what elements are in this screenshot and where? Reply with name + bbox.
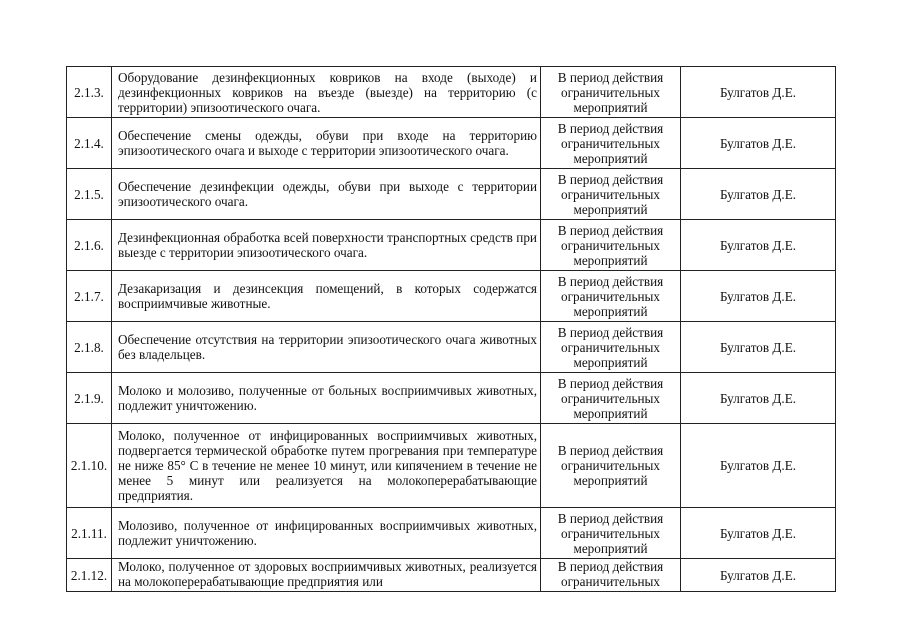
responsible-cell: Булгатов Д.Е. <box>681 424 836 508</box>
responsible-cell: Булгатов Д.Е. <box>681 169 836 220</box>
document-page <box>66 66 835 592</box>
measures-table <box>66 66 836 592</box>
table-row <box>67 373 836 424</box>
table-row <box>67 424 836 508</box>
responsible-cell: Булгатов Д.Е. <box>681 271 836 322</box>
table-row <box>67 118 836 169</box>
table-row <box>67 322 836 373</box>
period-cell: В период действия ограничительных мероприятий <box>541 271 681 322</box>
table-row <box>67 169 836 220</box>
measure-description: Обеспечение отсутствия на территории эпизоотического очага животных без владельцев. <box>112 322 541 373</box>
table-row <box>67 508 836 559</box>
item-number: 2.1.3. <box>67 67 112 118</box>
measure-description: Оборудование дезинфекционных ковриков на входе (выходе) и дезинфекционных ковриков на въезде (выезде) на территорию (с территории) эпизоотического очага. <box>112 67 541 118</box>
responsible-cell: Булгатов Д.Е. <box>681 118 836 169</box>
table-row <box>67 220 836 271</box>
responsible-cell: Булгатов Д.Е. <box>681 220 836 271</box>
measure-description: Молоко, полученное от инфицированных восприимчивых животных, подвергается термической обработке путем прогревания при температуре не ниже 85° С в течение не менее 10 минут, или кипячением в течение не менее 5 минут или реализуется на молокоперерабатывающие предприятия. <box>112 424 541 508</box>
item-number: 2.1.6. <box>67 220 112 271</box>
responsible-cell: Булгатов Д.Е. <box>681 373 836 424</box>
table-row <box>67 67 836 118</box>
responsible-cell: Булгатов Д.Е. <box>681 67 836 118</box>
period-cell: В период действия ограничительных мероприятий <box>541 373 681 424</box>
measures-table-body <box>67 67 836 592</box>
measure-description: Молозиво, полученное от инфицированных восприимчивых животных, подлежит уничтожению. <box>112 508 541 559</box>
period-cell: В период действия ограничительных <box>541 559 681 592</box>
item-number: 2.1.5. <box>67 169 112 220</box>
measure-description: Молоко и молозиво, полученные от больных восприимчивых животных, подлежит уничтожению. <box>112 373 541 424</box>
item-number: 2.1.9. <box>67 373 112 424</box>
item-number: 2.1.10. <box>67 424 112 508</box>
measure-description: Дезакаризация и дезинсекция помещений, в которых содержатся восприимчивые животные. <box>112 271 541 322</box>
period-cell: В период действия ограничительных мероприятий <box>541 67 681 118</box>
table-row <box>67 559 836 592</box>
period-cell: В период действия ограничительных мероприятий <box>541 508 681 559</box>
item-number: 2.1.8. <box>67 322 112 373</box>
responsible-cell: Булгатов Д.Е. <box>681 508 836 559</box>
measure-description: Обеспечение смены одежды, обуви при входе на территорию эпизоотического очага и выходе с территории эпизоотического очага. <box>112 118 541 169</box>
period-cell: В период действия ограничительных мероприятий <box>541 118 681 169</box>
item-number: 2.1.11. <box>67 508 112 559</box>
responsible-cell: Булгатов Д.Е. <box>681 322 836 373</box>
measure-description: Обеспечение дезинфекции одежды, обуви при выходе с территории эпизоотического очага. <box>112 169 541 220</box>
item-number: 2.1.7. <box>67 271 112 322</box>
measure-description: Дезинфекционная обработка всей поверхности транспортных средств при выезде с территории эпизоотического очага. <box>112 220 541 271</box>
item-number: 2.1.12. <box>67 559 112 592</box>
period-cell: В период действия ограничительных мероприятий <box>541 220 681 271</box>
measure-description: Молоко, полученное от здоровых восприимчивых животных, реализуется на молокоперерабатывающие предприятия или <box>112 559 541 592</box>
responsible-cell: Булгатов Д.Е. <box>681 559 836 592</box>
table-row <box>67 271 836 322</box>
period-cell: В период действия ограничительных мероприятий <box>541 322 681 373</box>
period-cell: В период действия ограничительных мероприятий <box>541 169 681 220</box>
item-number: 2.1.4. <box>67 118 112 169</box>
period-cell: В период действия ограничительных мероприятий <box>541 424 681 508</box>
